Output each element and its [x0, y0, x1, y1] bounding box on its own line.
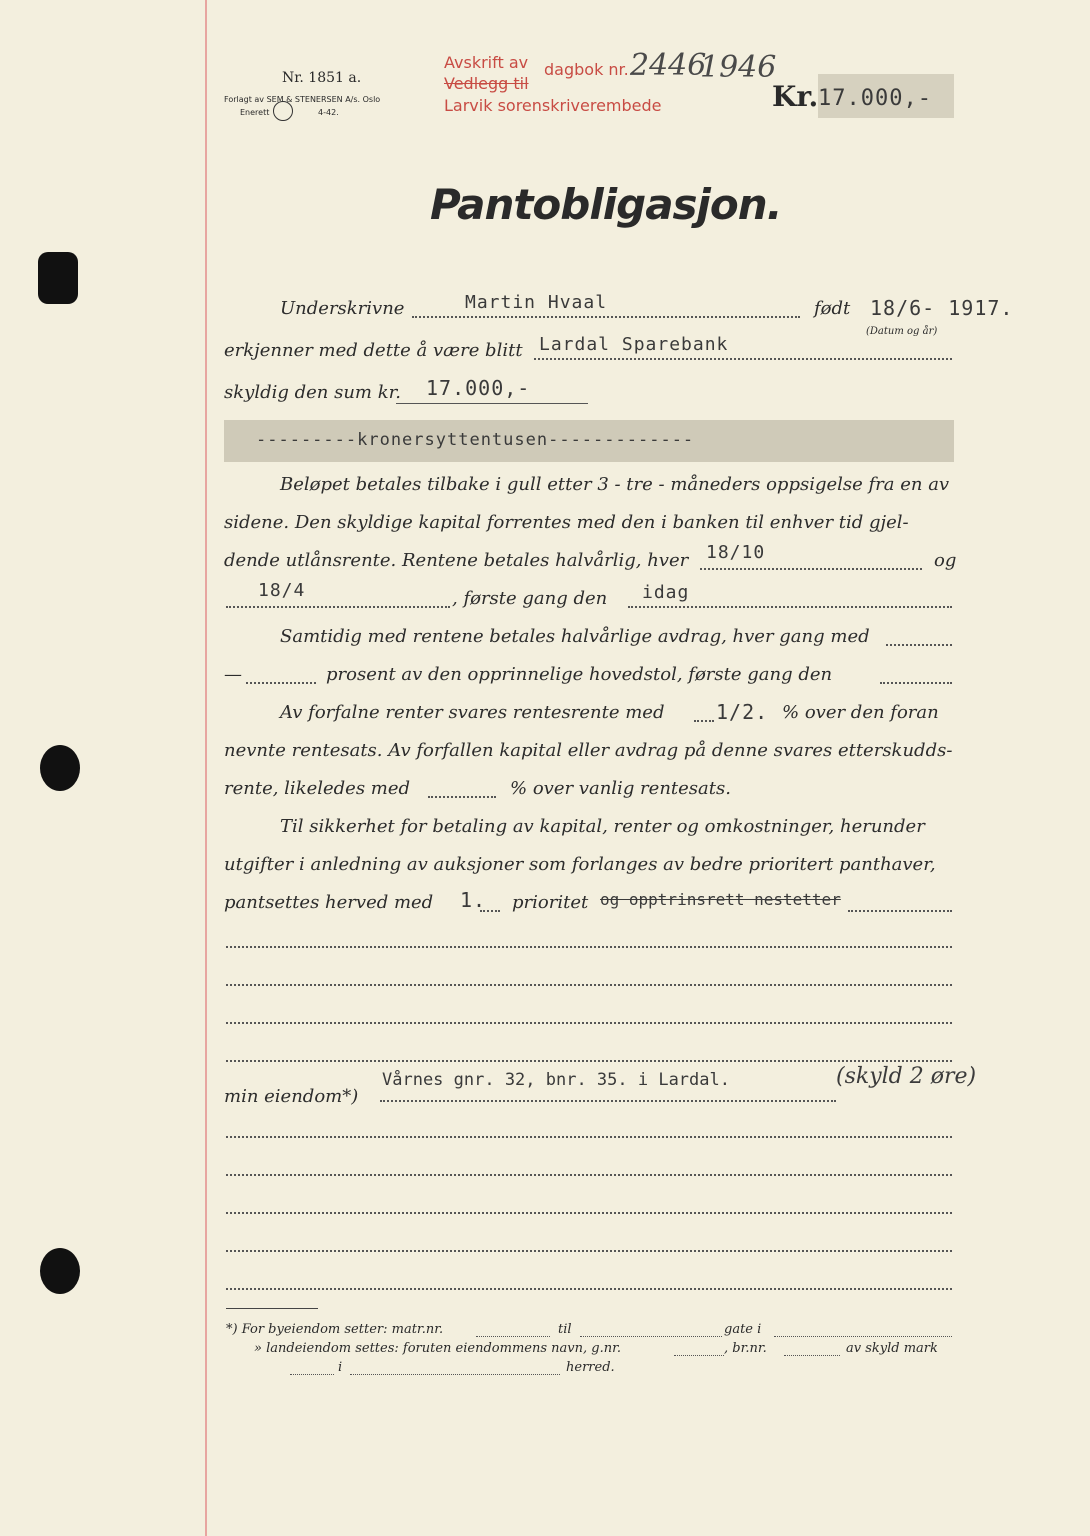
skyldig-dots: [396, 403, 588, 404]
p2-dash-dots: [246, 682, 316, 684]
publisher-date: 4-42.: [318, 108, 339, 117]
p2-line1-dots: [886, 644, 952, 646]
blank-line-1: [226, 946, 952, 948]
amount-words: ---------kronersyttentusen-------------: [256, 430, 695, 450]
hver-dots: [700, 568, 922, 570]
p4-line1: Til sikkerhet for betaling av kapital, renter og omkostninger, herunder: [280, 816, 925, 837]
underskrivne-value: Martin Hvaal: [462, 292, 610, 313]
footnote-line3b: herred.: [566, 1360, 615, 1375]
blank-line-2: [226, 984, 952, 986]
skyldig-value: 17.000,-: [426, 376, 531, 400]
p3-line3b: % over vanlig rentesats.: [510, 778, 731, 799]
red-margin-line: [205, 0, 207, 1536]
form-number: Nr. 1851 a.: [282, 70, 362, 86]
p2-line2-dots: [880, 682, 952, 684]
erkjenner-value: Lardal Sparebank: [536, 334, 731, 355]
p4-line2: utgifter i anledning av auksjoner som forlanges av bedre prioritert panthaver,: [224, 854, 936, 875]
prioritet-value: 1.: [460, 888, 487, 912]
p4-line3a: pantsettes herved med: [224, 892, 434, 913]
underskrivne-label: Underskrivne: [280, 298, 405, 319]
forste-dots: [628, 606, 952, 608]
p4-line3-dots: [848, 910, 952, 912]
erkjenner-dots: [534, 358, 952, 360]
p2-line2: prosent av den opprinnelige hovedstol, første gang den: [326, 664, 833, 685]
fodt-label: født: [814, 298, 851, 319]
p1-line2: sidene. Den skyldige kapital forrentes med den i banken til enhver tid gjel-: [224, 512, 909, 533]
blank-line-5: [226, 1136, 952, 1138]
amount-label: Kr.: [772, 80, 819, 113]
blank-line-3: [226, 1022, 952, 1024]
stamp-office: Larvik sorenskriverembede: [444, 96, 662, 115]
footnote-line2c: av skyld mark: [846, 1341, 938, 1356]
p1-og: og: [934, 550, 957, 571]
skyldig-label: skyldig den sum kr.: [224, 382, 401, 403]
blank-line-6: [226, 1174, 952, 1176]
stamp-vedlegg: Vedlegg til: [444, 74, 529, 93]
punch-hole-middle: [40, 745, 80, 791]
footnote-dots-5: [784, 1355, 840, 1356]
publisher-line: Forlagt av SEM & STENERSEN A/s. Oslo: [224, 95, 381, 104]
p3-line3-dots: [428, 796, 496, 798]
footnote-line1c: gate i: [724, 1322, 762, 1337]
amount-value: 17.000,-: [818, 86, 932, 111]
p3-line3a: rente, likeledes med: [224, 778, 411, 799]
blank-line-9: [226, 1288, 952, 1290]
p3-line1a: Av forfalne renter svares rentesrente med: [280, 702, 665, 723]
stamp-avskrift: Avskrift av: [444, 53, 529, 72]
eiendom-value: Vårnes gnr. 32, bnr. 35. i Lardal.: [382, 1070, 730, 1090]
p2-dash: —: [224, 664, 242, 685]
footnote-dots-2: [580, 1336, 722, 1337]
footnote-dots-4: [674, 1355, 724, 1356]
p3-line1b: % over den foran: [782, 702, 939, 723]
footnote-dots-3: [774, 1336, 952, 1337]
p1-line4-value: 18/4: [258, 580, 306, 601]
footnote-line1a: *) For byeiendom setter: matr.nr.: [226, 1322, 444, 1337]
footnote-rule: [226, 1308, 318, 1309]
p1-line4-text: , første gang den: [452, 588, 608, 609]
p3-value-dots: [694, 720, 714, 722]
footnote-dots-1: [476, 1336, 550, 1337]
dagbok-number: 2446: [630, 48, 707, 83]
blank-line-8: [226, 1250, 952, 1252]
p1-line4-dots: [226, 606, 450, 608]
prioritet-dots: [480, 910, 500, 912]
p3-line2: nevnte rentesats. Av forfallen kapital eller avdrag på denne svares etterskudds-: [224, 740, 953, 761]
p4-line3b: prioritet: [512, 892, 589, 913]
p1-line1: Beløpet betales tilbake i gull etter 3 - tre - måneders oppsigelse fra en av: [280, 474, 950, 495]
eiendom-label: min eiendom*): [224, 1086, 359, 1107]
footnote-dots-6: [290, 1374, 334, 1375]
footnote-line2b: , br.nr.: [724, 1341, 767, 1356]
fodt-value: 18/6- 1917.: [870, 296, 1014, 320]
p2-line1: Samtidig med rentene betales halvårlige avdrag, hver gang med: [280, 626, 870, 647]
footnote-line3a: i: [338, 1360, 343, 1375]
p1-line3: dende utlånsrente. Rentene betales halvårlig, hver: [224, 550, 689, 571]
document-title: Pantobligasjon.: [430, 180, 782, 229]
footnote-dots-7: [350, 1374, 560, 1375]
stamp-dagbok: dagbok nr.: [544, 60, 629, 79]
blank-line-7: [226, 1212, 952, 1214]
punch-hole-bottom: [40, 1248, 80, 1294]
footnote-line1b: til: [558, 1322, 572, 1337]
forste-value: idag: [642, 582, 690, 603]
publisher-logo: [273, 101, 293, 121]
underskrivne-dots: [412, 316, 800, 318]
p3-value: 1/2.: [716, 700, 769, 724]
eiendom-dots: [380, 1100, 836, 1102]
blank-line-4: [226, 1060, 952, 1062]
erkjenner-label: erkjenner med dette å være blitt: [224, 340, 523, 361]
datum-note: (Datum og år): [866, 326, 938, 337]
footnote-line2a: » landeiendom settes: foruten eiendommens navn, g.nr.: [254, 1341, 621, 1356]
punch-hole-top: [38, 252, 78, 304]
struck-text: og opptrinsrett nestetter: [600, 890, 841, 909]
dagbok-year: 1946: [700, 50, 777, 85]
eiendom-handwritten: (skyld 2 øre): [836, 1064, 977, 1089]
publisher-enerett: Enerett: [240, 108, 270, 117]
hver-value: 18/10: [706, 542, 766, 563]
